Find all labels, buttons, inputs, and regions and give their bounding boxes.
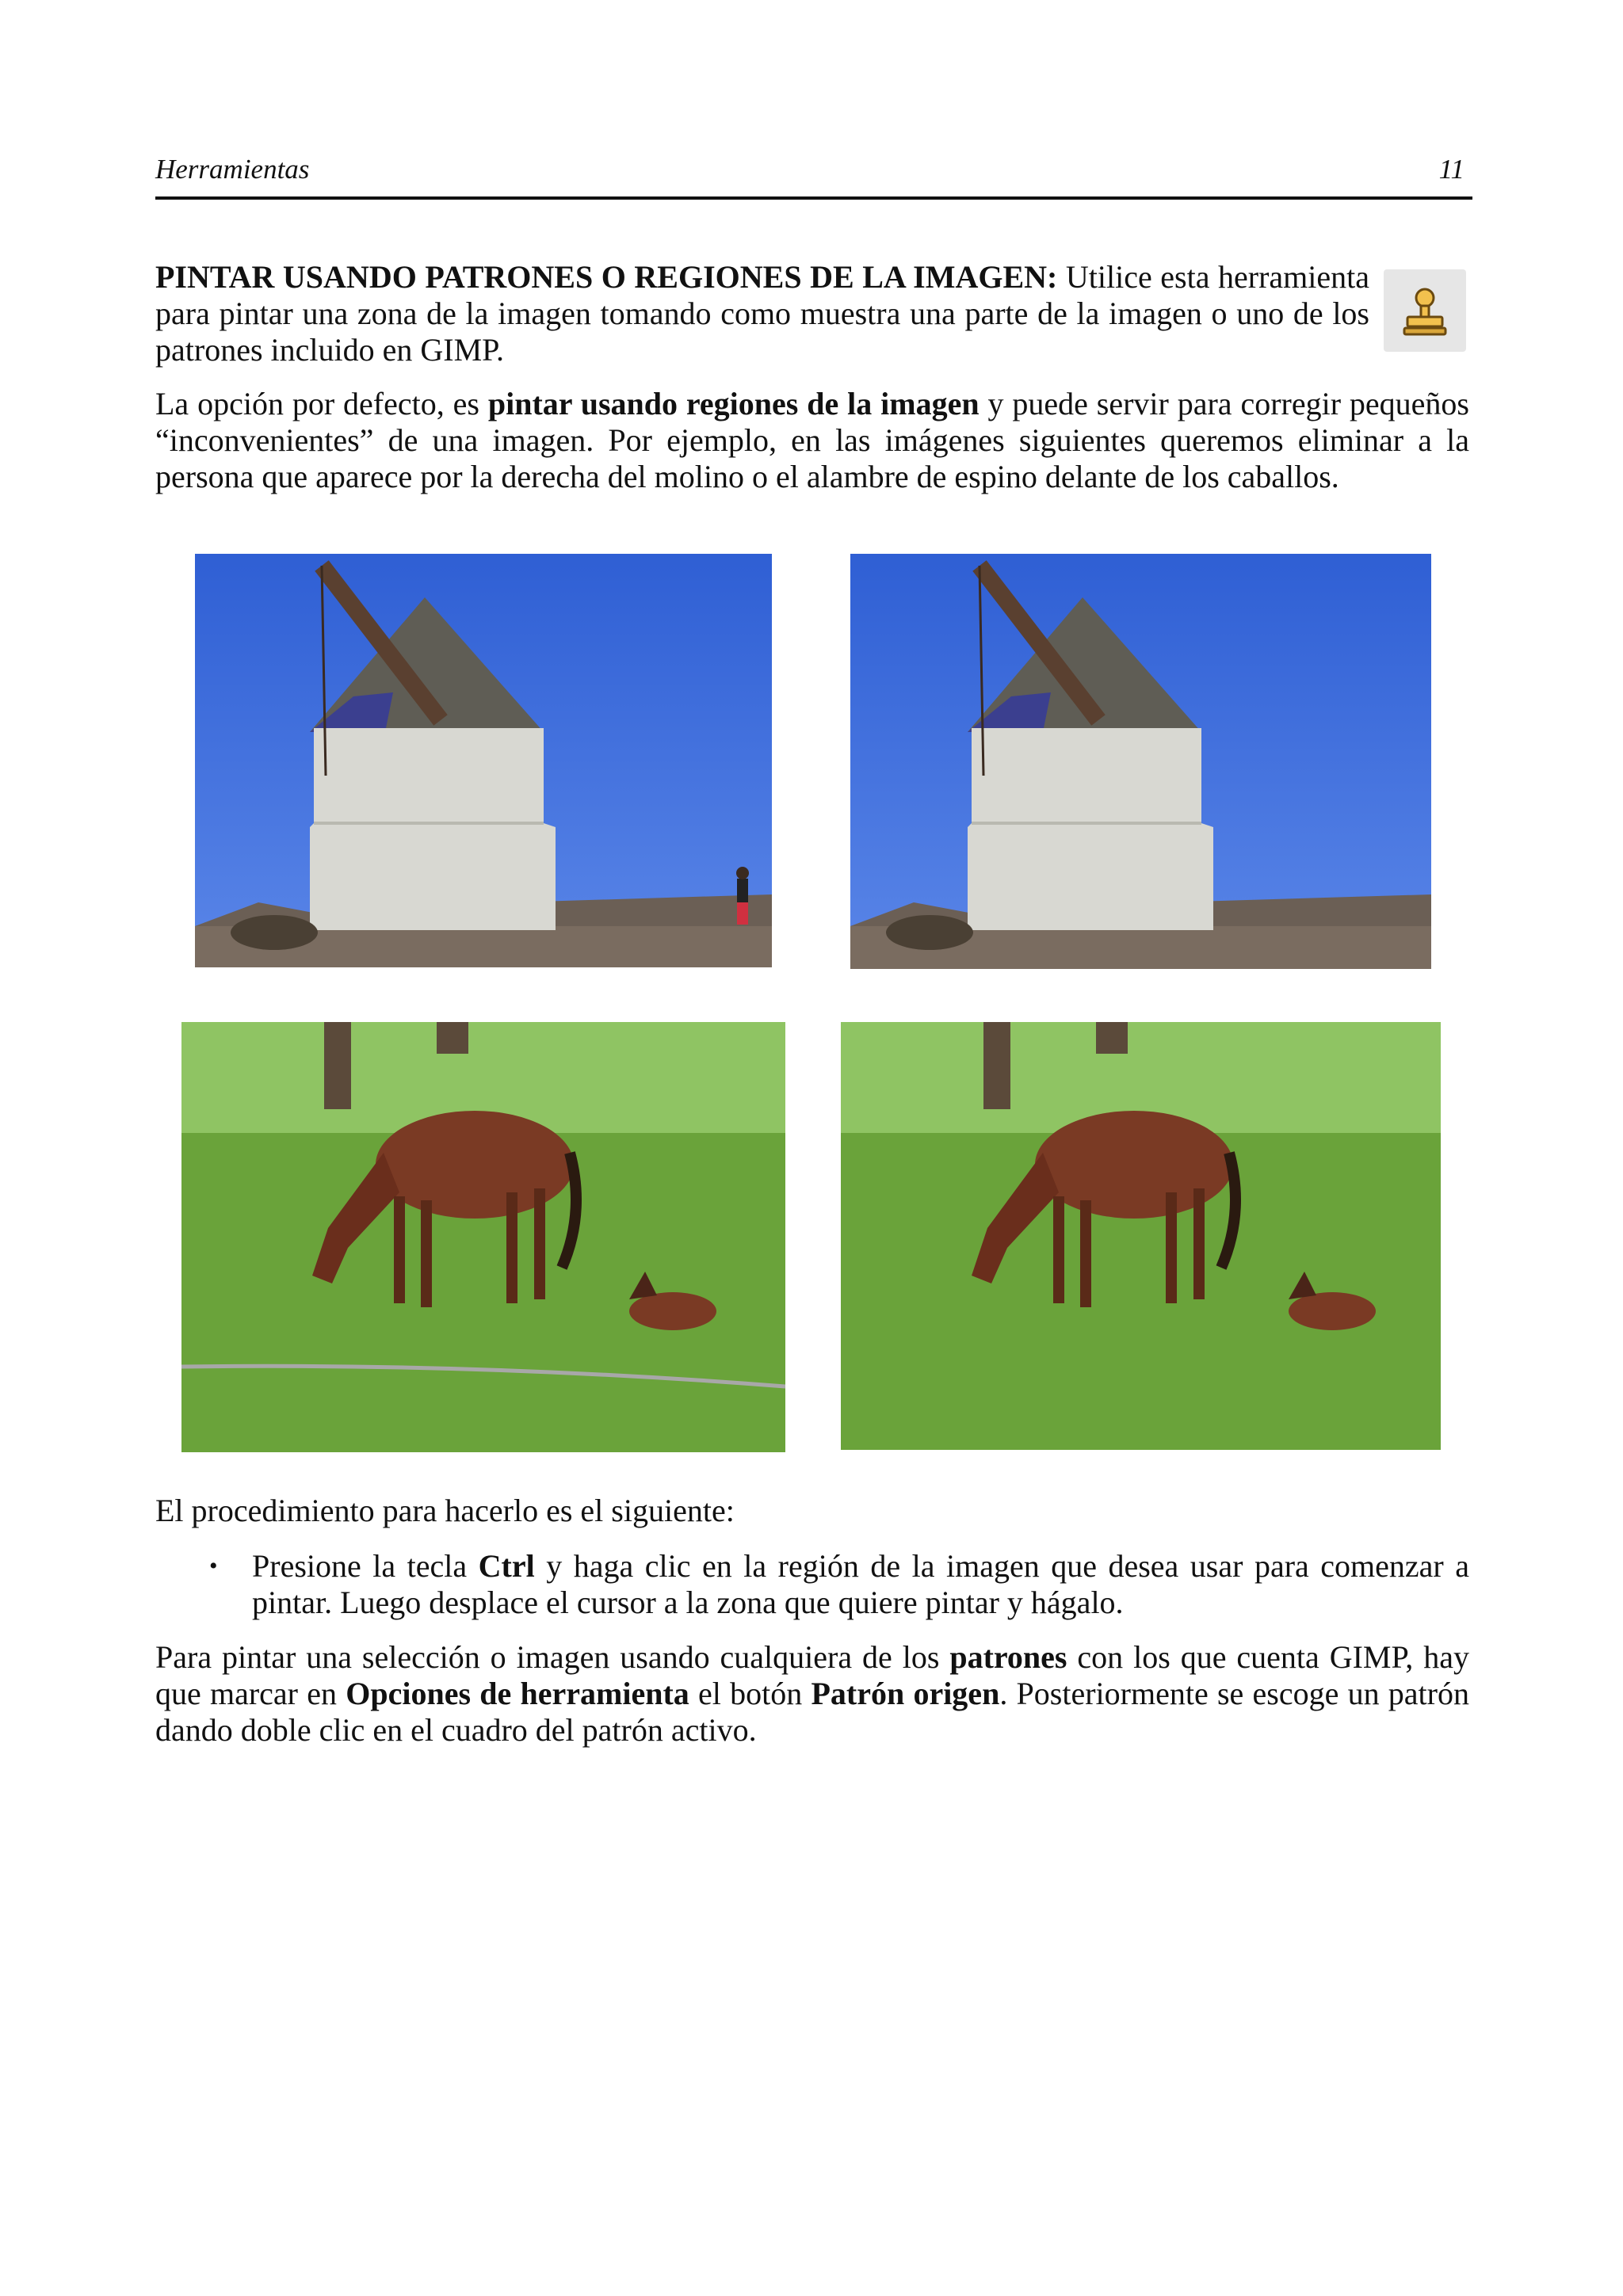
clone-stamp-icon — [1384, 269, 1466, 352]
list-item — [209, 1548, 1469, 1621]
windmill-photo-before — [195, 554, 772, 967]
horses-photo-after — [841, 1022, 1441, 1450]
ctrl-key-label: Ctrl — [478, 1548, 535, 1584]
para2-bold-1: pintar usando regiones de la imagen — [487, 386, 980, 421]
para2-text-1: La opción por defecto, es — [155, 386, 488, 421]
horses-photo-before — [181, 1022, 785, 1452]
para4-bold-1: patrones — [949, 1639, 1067, 1675]
para2-text-2: y puede servir para corregir pequeños “inconvenientes” de una imagen. Por ejemplo, en las imágenes siguientes queremos eliminar a la persona que aparece por la derecha del molino o el alambre de espino delante de los caballos. — [155, 386, 1469, 494]
para4-text-3: el botón — [689, 1676, 812, 1711]
default-option-paragraph — [155, 386, 1469, 495]
page-header — [155, 154, 1472, 200]
procedure-intro: El procedimiento para hacerlo es el siguiente: — [155, 1493, 735, 1528]
procedure-steps — [209, 1548, 1469, 1621]
step-text-2: y haga clic en la región de la imagen que desea usar para comenzar a pintar. Luego desplace el cursor a la zona que quiere pintar y hágalo. — [252, 1548, 1469, 1620]
page-number: 11 — [1438, 154, 1465, 185]
para4-bold-2: Opciones de herramienta — [346, 1676, 689, 1711]
para4-text-4: . Posteriormente se escoge un patrón dando doble clic en el cuadro del patrón activo. — [155, 1676, 1469, 1748]
section-heading: PINTAR USANDO PATRONES O REGIONES DE LA IMAGEN: — [155, 259, 1058, 295]
para4-bold-3: Patrón origen — [811, 1676, 1000, 1711]
intro-text: Utilice esta herramienta para pintar una zona de la imagen tomando como muestra una parte de la imagen o uno de los patrones incluido en GIMP. — [155, 259, 1369, 368]
windmill-photo-after — [850, 554, 1431, 969]
para4-text-1: Para pintar una selección o imagen usando cualquiera de los — [155, 1639, 950, 1675]
para4-text-2: con los que cuenta GIMP, hay que marcar en — [155, 1639, 1469, 1711]
header-title: Herramientas — [155, 154, 310, 185]
intro-paragraph — [155, 259, 1369, 368]
step-text-1: Presione la tecla — [252, 1548, 479, 1584]
pattern-paragraph — [155, 1639, 1469, 1749]
